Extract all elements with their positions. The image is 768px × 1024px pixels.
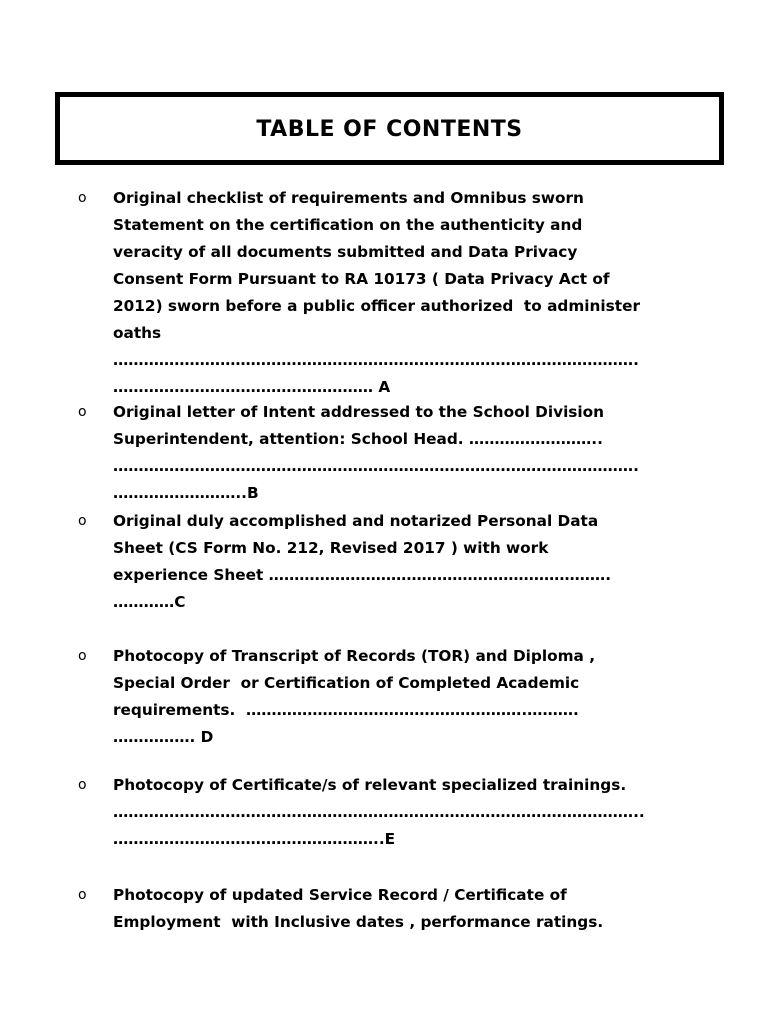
toc-entry-line: oaths xyxy=(113,324,162,342)
bullet-icon: o xyxy=(78,513,87,529)
toc-entry xyxy=(0,772,768,853)
toc-entry-line: Original duly accomplished and notarized Personal Data xyxy=(113,512,599,530)
toc-entry-line: Special Order or Certification of Completed Academic xyxy=(113,674,580,692)
bullet-icon: o xyxy=(78,190,87,206)
toc-entry-line: ……………………………………………..E xyxy=(113,830,396,848)
bullet-icon: o xyxy=(78,777,87,793)
toc-entry-line: Statement on the certification on the authenticity and xyxy=(113,216,583,234)
toc-entry-line: …………………………………………………………………………………………. xyxy=(113,351,639,369)
toc-entry xyxy=(0,185,768,401)
toc-entry xyxy=(0,399,768,507)
toc-entry-line: veracity of all documents submitted and Data Privacy xyxy=(113,243,578,261)
toc-entry xyxy=(0,508,768,616)
bullet-icon: o xyxy=(78,404,87,420)
page-title: TABLE OF CONTENTS xyxy=(256,117,523,142)
toc-entry-line: Original letter of Intent addressed to the School Division xyxy=(113,403,605,421)
toc-entry-line: Superintendent, attention: School Head. …………………….. xyxy=(113,430,603,448)
toc-entry-line: Photocopy of Certificate/s of relevant specialized trainings. xyxy=(113,776,627,794)
toc-entry-line: experience Sheet …………………………………………………………. xyxy=(113,566,612,584)
toc-entry-line: Consent Form Pursuant to RA 10173 ( Data Privacy Act of xyxy=(113,270,610,288)
toc-entry-line: ……………………..B xyxy=(113,484,259,502)
toc-entry-line: Original checklist of requirements and Omnibus sworn xyxy=(113,189,584,207)
toc-entry-line: …………………………………………………………………………………………. xyxy=(113,457,639,475)
toc-entry xyxy=(0,643,768,751)
bullet-icon: o xyxy=(78,887,87,903)
toc-entry-line: …………………………………………… A xyxy=(113,378,391,396)
toc-entry-line: Photocopy of updated Service Record / Certificate of xyxy=(113,886,567,904)
toc-entry xyxy=(0,882,768,936)
toc-entry-line: Sheet (CS Form No. 212, Revised 2017 ) with work xyxy=(113,539,549,557)
toc-entry-line: Employment with Inclusive dates , performance ratings. xyxy=(113,913,604,931)
toc-entry-line: …………C xyxy=(113,593,186,611)
toc-entry-line: ……………. D xyxy=(113,728,214,746)
toc-entry-line: 2012) sworn before a public officer authorized to administer xyxy=(113,297,640,315)
bullet-icon: o xyxy=(78,648,87,664)
toc-entry-line: ………………………………………………………………………………………….. xyxy=(113,803,645,821)
toc-entry-line: Photocopy of Transcript of Records (TOR) and Diploma , xyxy=(113,647,596,665)
toc-entry-line: requirements. ……………………………………………….………. xyxy=(113,701,579,719)
